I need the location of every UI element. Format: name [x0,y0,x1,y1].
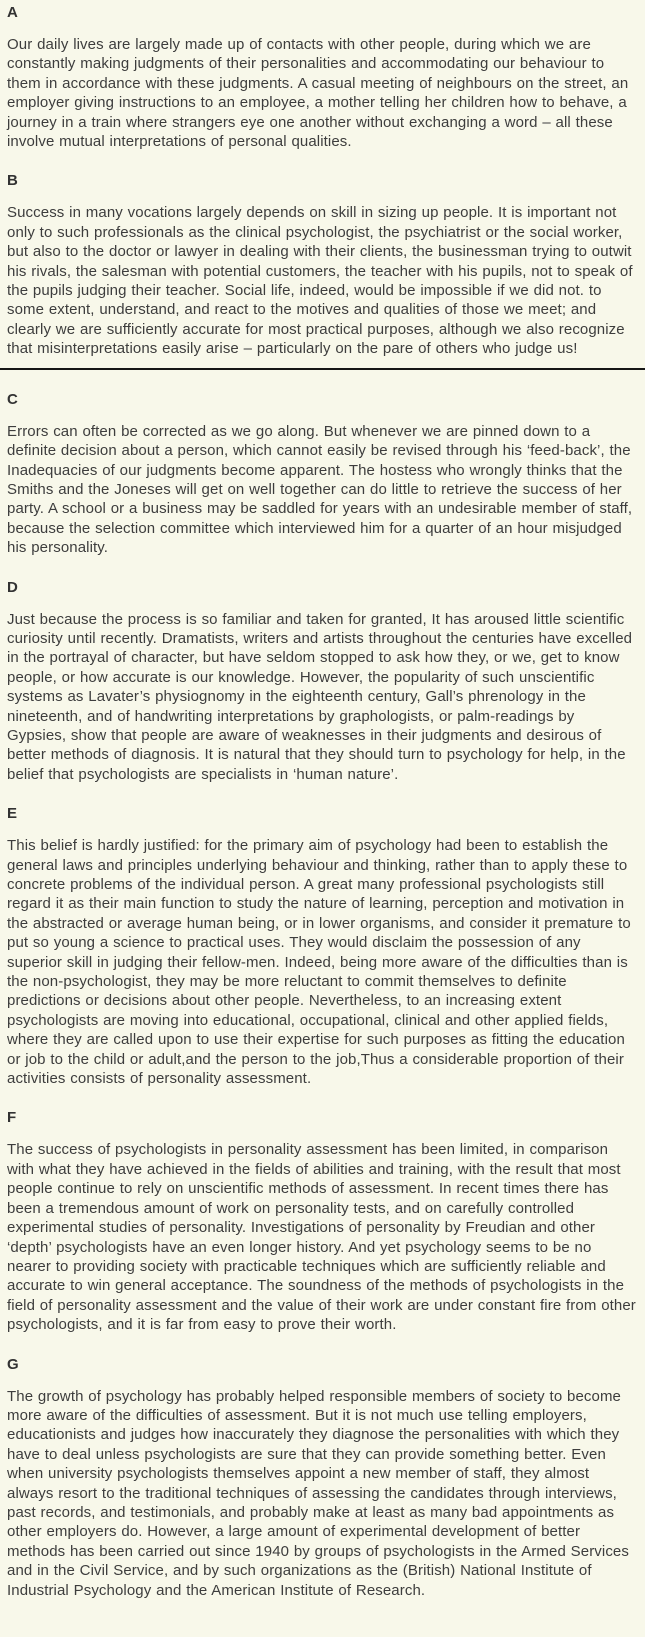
passage-section-g [7,1335,637,1600]
section-label-b: B [7,172,18,190]
section-label-a: A [7,4,18,21]
section-paragraph-e: This belief is hardly justified: for the primary aim of psychology had been to establish the general laws and principles underlying behaviour and thinking, rather than to apply these to concrete problems of the individual person. A great many professional psychologists still regard it as their main function to study the nature of learning, perception and motivation in the abstracted or average human being, or in lower organisms, and consider it premature to put so young a science to practical uses. They would disclaim the possession of any superior skill in judging their fellow-men. Indeed, being more aware of the difficulties than is the non-psychologist, they may be more reluctant to commit themselves to definite predictions or decisions about other people. Nevertheless, to an increasing extent psychologists are moving into educational, occupational, clinical and other applied fields, where they are called upon to use their expertise for such purposes as fitting the education or job to the child or adult,and the person to the job,Thus a considerable proportion of their activities consists of personality assessment. [7,837,631,1088]
section-label-e: E [7,805,18,823]
section-paragraph-a: Our daily lives are largely made up of contacts with other people, during which we are constantly making judgments of their personalities and accommodating our behaviour to them in accordance with these judgments. A casual meeting of neighbours on the street, an employer giving instructions to an employee, a mother telling her children how to behave, a journey in a train where strangers eye one another without exchanging a word – all these involve mutual interpretations of personal qualities. [7,36,629,151]
section-paragraph-c: Errors can often be corrected as we go along. But whenever we are pinned down to a definite decision about a person, which cannot easily be revised through his ‘feed-back’, the Inadequacies of our judgments become apparent. The hostess who wrongly thinks that the Smiths and the Joneses will get on well together can do little to retrieve the success of her party. A school or a business may be saddled for years with an undesirable member of staff, because the selection committee which interviewed him for a quarter of an hour misjudged his personality. [7,422,633,557]
passage-section-d [7,558,637,785]
passage-section-a [7,3,637,151]
section-paragraph-b: Success in many vocations largely depends on skill in sizing up people. It is important not only to such professionals as the clinical psychologist, the psychiatrist or the social worker, but also to the doctor or lawyer in dealing with their clients, the businessman trying to outwit his rivals, the salesman with potential customers, the teacher with his pupils, not to speak of the pupils judging their teacher. Social life, indeed, would be impossible if we did not. to some extent, understand, and react to the motives and qualities of those we meet; and clearly we are sufficiently accurate for most practical purposes, although we also recognize that misinterpretations easily arise – particularly on the pare of others who judge us! [7,204,633,358]
section-paragraph-d: Just because the process is so familiar and taken for granted, It has aroused little scientific curiosity until recently. Dramatists, writers and artists throughout the centuries have excelled in the portrayal of character, but have seldom stopped to ask how they, or we, get to know people, or how accurate is our knowledge. However, the popularity of such unscientific systems as Lavater’s physiognomy in the eighteenth century, Gall’s phrenology in the nineteenth, and of handwriting interpretations by graphologists, or palm-readings by Gypsies, show that people are aware of weaknesses in their judgments and desirous of better methods of diagnosis. It is natural that they should turn to psychology for help, in the belief that psychologists are specialists in ‘human nature’. [7,610,633,783]
section-paragraph-g: The growth of psychology has probably helped responsible members of society to become more aware of the difficulties of assessment. But it is not much use telling employers, educationists and judges how inaccurately they diagnose the personalities with which they have to deal unless psychologists are sure that they can provide something better. Even when university psychologists themselves appoint a new member of staff, they almost always resort to the traditional techniques of assessing the candidates through interviews, past records, and testimonials, and probably make at least as many bad appointments as other employers do. However, a large amount of experimental development of better methods has been carried out since 1940 by groups of psychologists in the Armed Services and in the Civil Service, and by such organizations as the (British) National Institute of Industrial Psychology and the American Institute of Research. [7,1387,629,1599]
passage-section-f [7,1088,637,1334]
section-label-c: C [7,390,18,408]
section-label-d: D [7,578,18,596]
passage-section-b [7,151,637,358]
passage-section-e [7,784,637,1088]
passage-section-c [7,370,637,558]
section-label-f: F [7,1109,17,1127]
section-label-g: G [7,1355,19,1373]
section-paragraph-f: The success of psychologists in personality assessment has been limited, in comparison with what they have achieved in the fields of abilities and training, with the result that most people continue to rely on unscientific methods of assessment. In recent times there has been a tremendous amount of work on personality tests, and on carefully controlled experimental studies of personality. Investigations of personality by Freudian and other ‘depth’ psychologists have an even longer history. And yet psychology seems to be no nearer to providing society with practicable techniques which are sufficiently reliable and accurate to win general acceptance. The soundness of the methods of psychologists in the field of personality assessment and the value of their work are under constant fire from other psychologists, and it is far from easy to prove their worth. [7,1141,636,1334]
